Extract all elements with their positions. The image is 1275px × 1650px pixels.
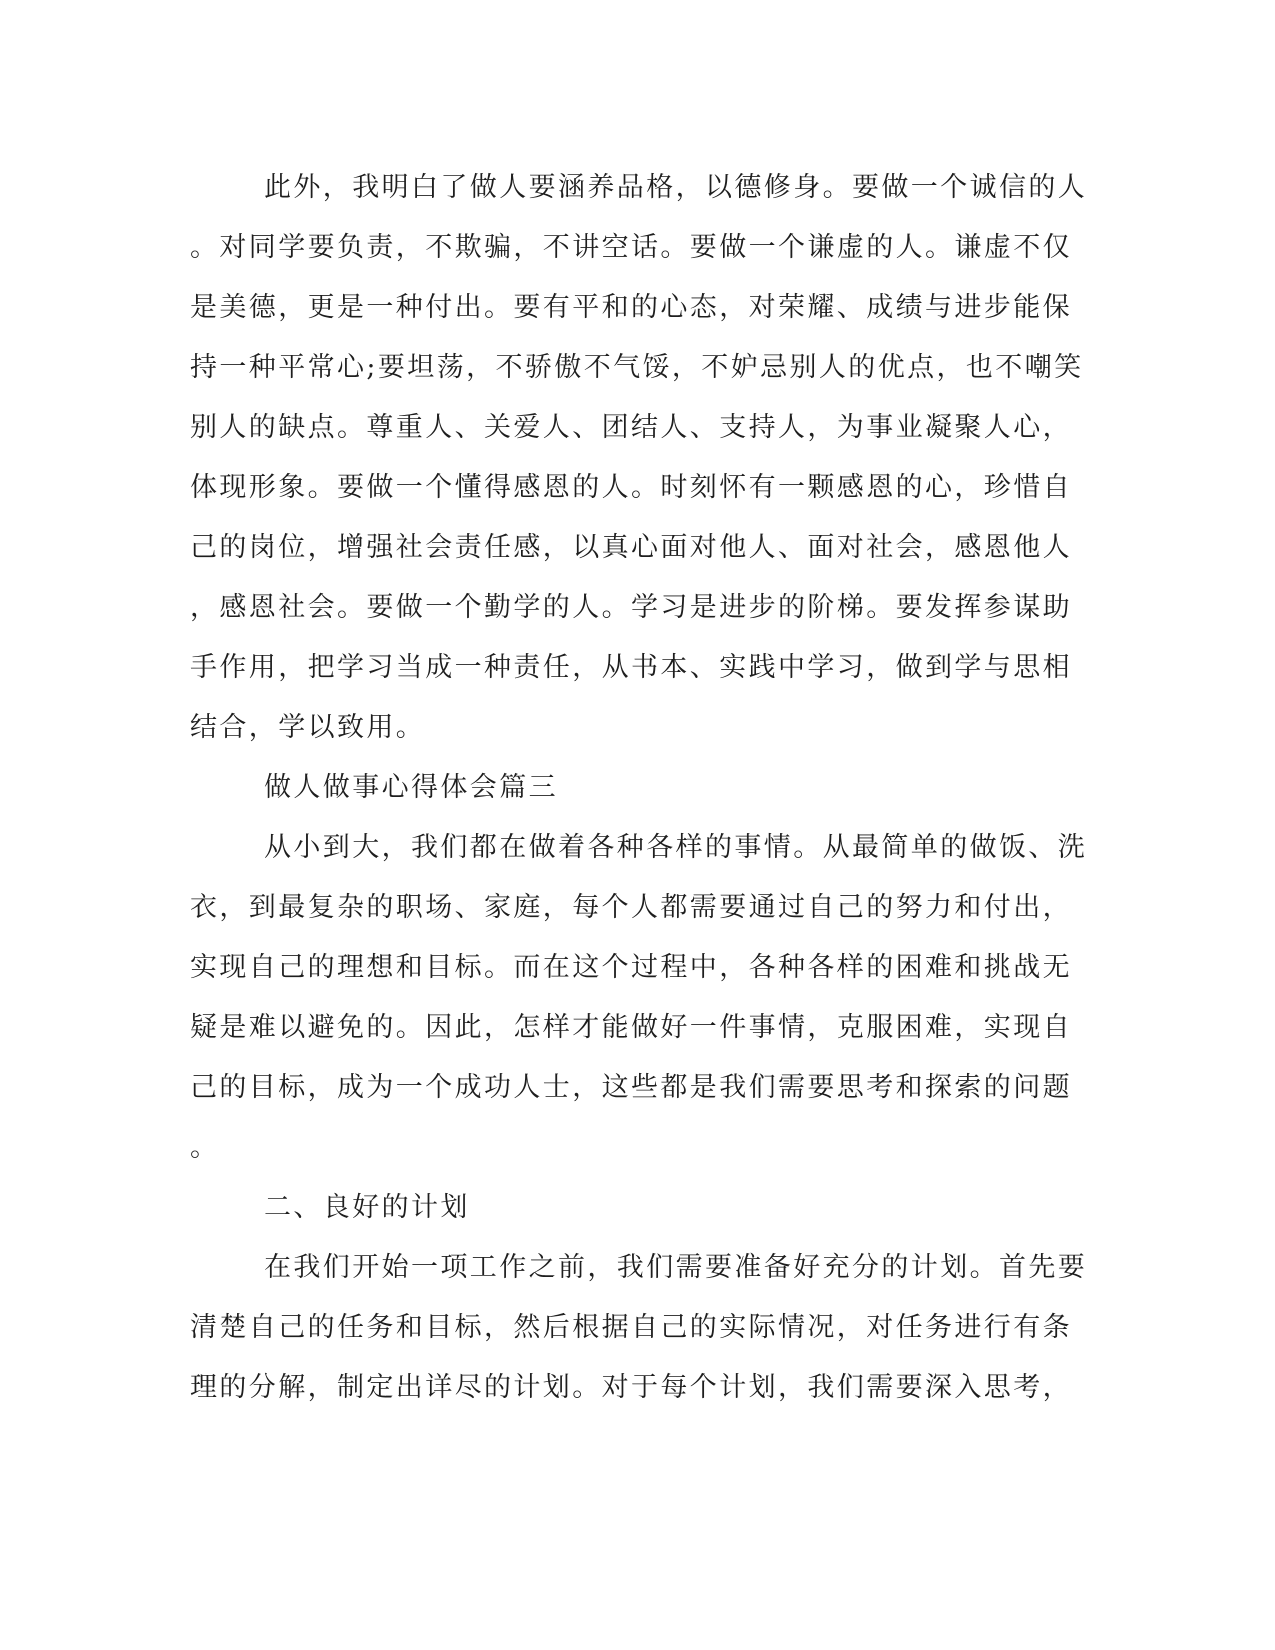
text-line: 疑是难以避免的。因此，怎样才能做好一件事情，克服困难，实现自 (190, 1012, 1072, 1043)
paragraph-planning (190, 1238, 1088, 1418)
text-line: 别人的缺点。尊重人、关爱人、团结人、支持人，为事业凝聚人心， (190, 412, 1072, 443)
text-line: 此外，我明白了做人要涵养品格，以德修身。要做一个诚信的人 (264, 172, 1088, 203)
text-line: 手作用，把学习当成一种责任，从书本、实践中学习，做到学与思相 (190, 652, 1072, 683)
text-line: 衣，到最复杂的职场、家庭，每个人都需要通过自己的努力和付出， (190, 892, 1072, 923)
document-body (190, 158, 1088, 1418)
text-line: 。对同学要负责，不欺骗，不讲空话。要做一个谦虚的人。谦虚不仅 (190, 232, 1072, 263)
text-line: 持一种平常心;要坦荡，不骄傲不气馁，不妒忌别人的优点，也不嘲笑 (190, 352, 1084, 383)
text-line: 实现自己的理想和目标。而在这个过程中，各种各样的困难和挑战无 (190, 952, 1072, 983)
text-line: 己的岗位，增强社会责任感，以真心面对他人、面对社会，感恩他人 (190, 532, 1072, 563)
section-heading-part3: 做人做事心得体会篇三 (264, 772, 558, 803)
text-line: 体现形象。要做一个懂得感恩的人。时刻怀有一颗感恩的心，珍惜自 (190, 472, 1072, 503)
text-line: 从小到大，我们都在做着各种各样的事情。从最简单的做饭、洗 (264, 832, 1088, 863)
text-line: 清楚自己的任务和目标，然后根据自己的实际情况，对任务进行有条 (190, 1312, 1072, 1343)
paragraph-introduction (190, 818, 1088, 1178)
text-line: 。 (190, 1132, 220, 1163)
paragraph-character-cultivation (190, 158, 1088, 758)
text-line: 是美德，更是一种付出。要有平和的心态，对荣耀、成绩与进步能保 (190, 292, 1072, 323)
text-line: 己的目标，成为一个成功人士，这些都是我们需要思考和探索的问题 (190, 1072, 1072, 1103)
text-line: 结合，学以致用。 (190, 712, 426, 743)
text-line: ，感恩社会。要做一个勤学的人。学习是进步的阶梯。要发挥参谋助 (190, 592, 1072, 623)
section-heading-good-plan: 二、良好的计划 (264, 1192, 470, 1223)
text-line: 在我们开始一项工作之前，我们需要准备好充分的计划。首先要 (264, 1252, 1088, 1283)
text-line: 理的分解，制定出详尽的计划。对于每个计划，我们需要深入思考， (190, 1372, 1072, 1403)
